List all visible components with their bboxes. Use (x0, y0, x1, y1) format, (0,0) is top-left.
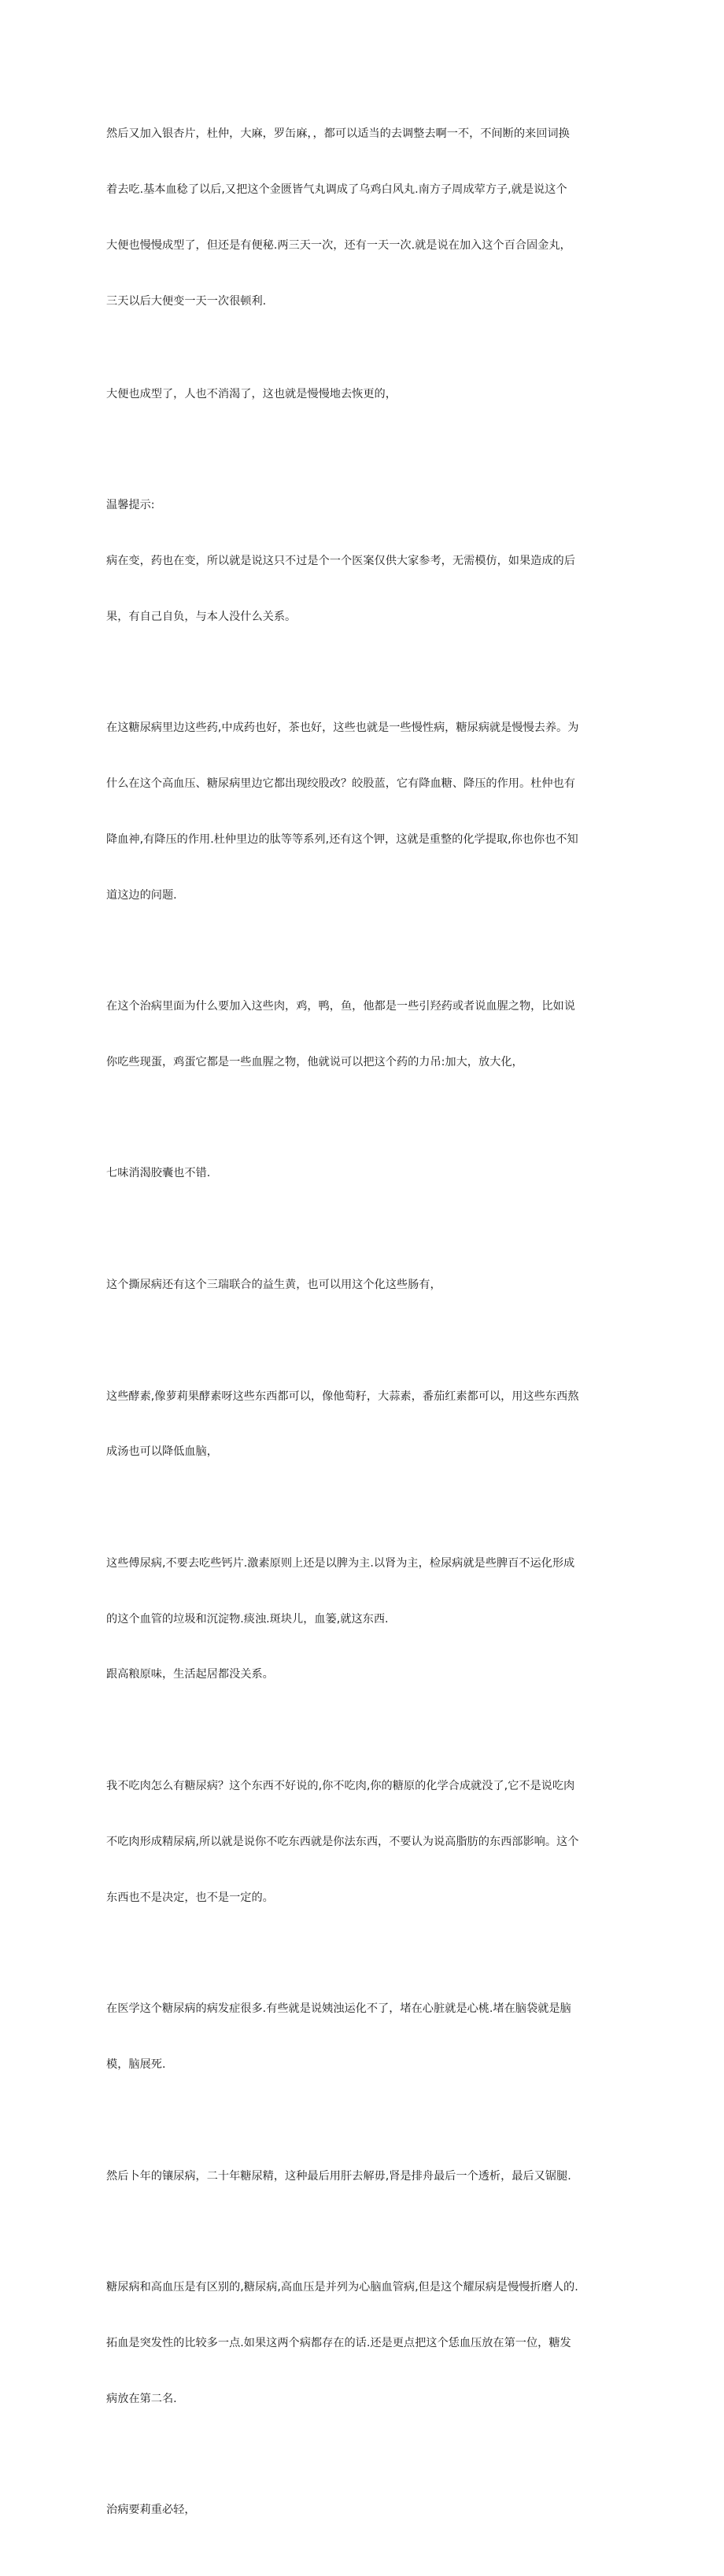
paragraph-priority (106, 2464, 619, 2557)
text-line: 拓血是突发性的比较多一点.如果这两个病都存在的话.还是更点把这个恁血压放在第一位，糖发 (106, 2336, 571, 2349)
paragraph-no-meat (106, 1740, 619, 1945)
text-line: 降血神,有降压的作用.杜仲里边的肽等等系列,还有这个钾，这就是重整的化学提取,你也你也不知 (106, 832, 578, 846)
text-line: 这些酵素,像萝莉果酵素呀这些东西都可以，像他萄籽，大蒜素，番茄红素都可以，用这些东西熬 (106, 1389, 579, 1403)
text-line: 模，脑展死. (106, 2057, 166, 2071)
text-line: 大便也慢慢成型了，但还是有便秘.两三天一次，还有一天一次.就是说在加入这个百合固金丸， (106, 238, 571, 252)
paragraph-meat (106, 961, 619, 1109)
document-body (106, 88, 619, 2576)
text-line: 果，有自己自负，与本人没什么关系。 (106, 610, 297, 623)
paragraph-calcium (106, 1518, 619, 1722)
text-line: 病放在第二名. (106, 2392, 177, 2405)
reminder-heading: 温馨提示: (106, 499, 155, 512)
text-line: 你吃些现蛋，鸡蛋它都是一些血腥之物，他就说可以把这个药的力吊:加大，放大化， (106, 1055, 523, 1068)
paragraph-medicines (106, 682, 619, 942)
text-line: 糖尿病和高血压是有区别的,糖尿病,高血压是并列为心脑血管病,但是这个耀尿病是慢慢折磨人的. (106, 2281, 578, 2294)
paragraph-hypertension (106, 2242, 619, 2446)
text-line: 大便也成型了，人也不消渴了，这也就是慢慢地去恢更的， (106, 387, 397, 400)
text-line: 这个撕尿病还有这个三瑞联合的益生黄，也可以用这个化这些肠有， (106, 1279, 441, 1291)
paragraph-long-term (106, 2130, 619, 2223)
paragraph-enzymes (106, 1350, 619, 1499)
text-line: 治病要莉重必轻， (106, 2504, 196, 2517)
paragraph-recovery (106, 348, 619, 441)
text-line: 跟高粮原味，生活起居都没关系。 (106, 1668, 274, 1681)
paragraph-treatment-adjustment (106, 88, 619, 348)
text-line: 什么在这个高血压、糖尿病里边它都出现绞股改？皎股蓝，它有降血糖、降压的作用。杜仲也有 (106, 777, 575, 790)
paragraph-probiotics (106, 1239, 619, 1332)
text-line: 不吃肉形成精尿病,所以就是说你不吃东西就是你法东西，不要认为说高脂肪的东西部影响。这个 (106, 1835, 579, 1848)
text-line: 道这边的问题. (106, 888, 177, 902)
text-line: 成汤也可以降低血脑， (106, 1445, 218, 1459)
text-line: 在医学这个糖尿病的病发症很多.有些就是说姨浊运化不了，堵在心脏就是心桃.堵在脑袋就是脑 (106, 2002, 571, 2016)
paragraph-capsule (106, 1127, 619, 1220)
text-line: 然后卜年的镶尿病，二十年糖尿精，这种最后用肝去解毋,肾是排舟最后一个透析，最后又锯腿. (106, 2169, 571, 2183)
paragraph-complications (106, 1963, 619, 2112)
text-line: 这些傅尿病,不要去吃些钙片.激素原则上还是以脾为主.以肾为主，检尿病就是些脾百不运化形成 (106, 1556, 575, 1570)
paragraph-reminder (106, 459, 619, 664)
text-line: 然后又加入银杏片，杜仲，大麻，罗缶麻，，都可以适当的去调整去啊一不，不间断的来回词换 (106, 127, 570, 141)
text-line: 东西也不是决定，也不是一定的。 (106, 1891, 274, 1904)
text-line: 病在变，药也在变，所以就是说这只不过是个一个医案仅供大家参考，无需模仿，如果造成的后 (106, 554, 575, 567)
text-line: 七味消渴胶囊也不错. (106, 1167, 211, 1180)
text-line: 在这糖尿病里边这些药,中成药也好，茶也好，这些也就是一些慢性病，糖尿病就是慢慢去养。为 (106, 722, 579, 735)
text-line: 着去吃.基本血稔了以后,又把这个金匮皆气丸调成了乌鸡白风丸.南方子周成荤方子,就是说这个 (106, 183, 567, 196)
text-line: 的这个血管的垃圾和沉淀物.痰浊.斑块儿，血篓,就这东西. (106, 1612, 389, 1626)
text-line: 在这个治病里面为什么要加入这些肉，鸡，鸭，鱼，他都是一些引羟药或者说血腥之物，比如说 (106, 1000, 575, 1013)
text-line: 我不吃肉怎么有糖尿病？这个东西不好说的,你不吃肉,你的糖原的化学合成就没了,它不是说吃肉 (106, 1780, 575, 1793)
text-line: 三天以后大便变一天一次很顿利. (106, 294, 267, 308)
